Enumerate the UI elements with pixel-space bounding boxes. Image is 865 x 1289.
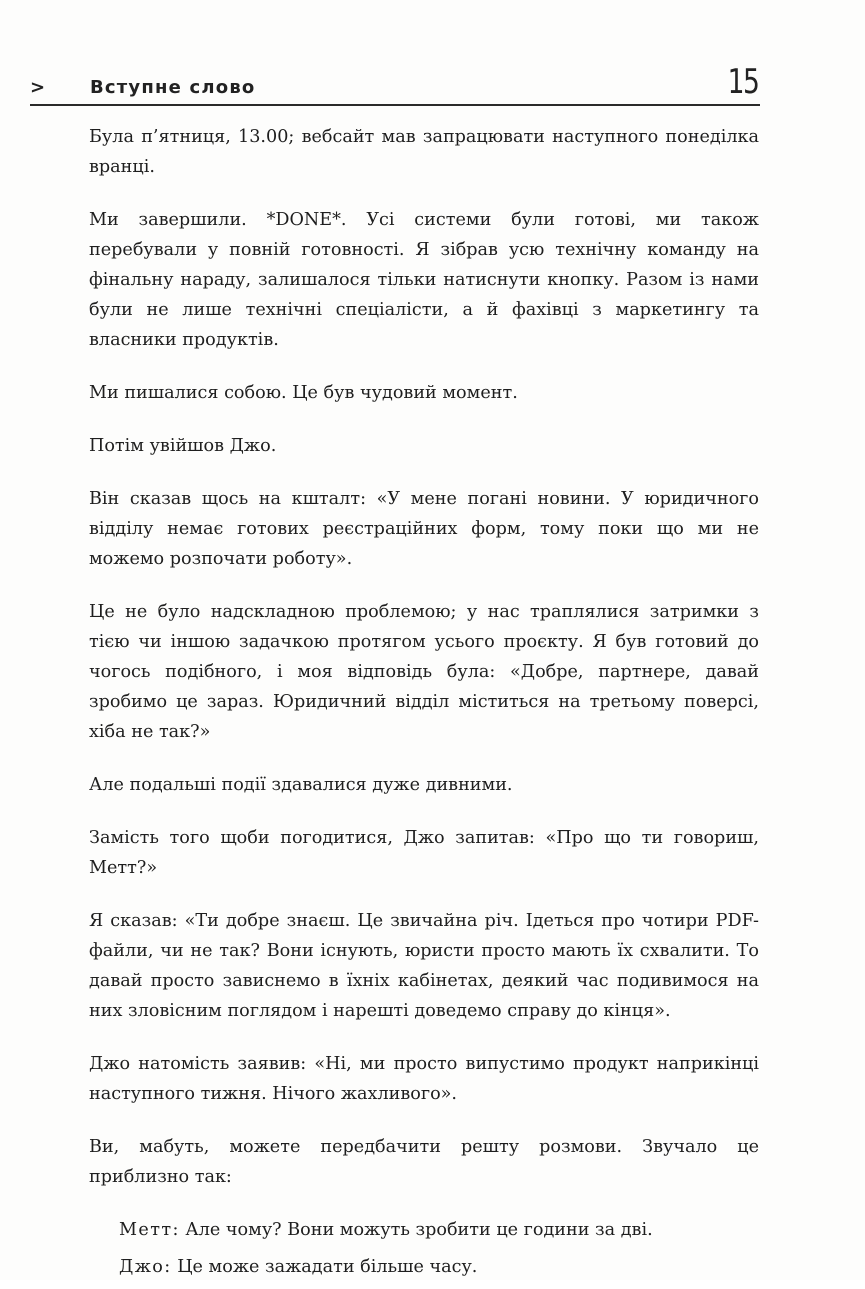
dialogue-line bbox=[119, 1252, 759, 1282]
paragraph: Але подальші події здавалися дуже дивними. bbox=[89, 775, 513, 795]
paragraph: Це не було надскладною проблемою; у нас траплялися затримки з тією чи іншою задачкою протягом усього проєкту. Я був готовий до чогось подібного, і моя відповідь була: «Добре, партнере, давай зробимо це зараз. Юридичний відділ міститься на третьому поверсі, хіба не так?» bbox=[89, 602, 759, 742]
body-text bbox=[89, 122, 759, 1289]
paragraph: Я сказав: «Ти добре знаєш. Це звичайна річ. Ідеться про чотири PDF-файли, чи не так? Вони існують, юристи просто мають їх схвалити. То давай просто зависнемо в їхніх кабінетах, деякий час подивимося на них зловісним поглядом і нарешті доведемо справу до кінця». bbox=[89, 911, 759, 1021]
chevron-right-icon: > bbox=[30, 77, 46, 98]
dialogue-speaker: Джо: bbox=[119, 1257, 172, 1277]
paragraph: Він сказав щось на кшталт: «У мене погані новини. У юридичного відділу немає готових реєстраційних форм, тому поки що ми не можемо розпочати роботу». bbox=[89, 489, 759, 569]
paragraph: Джо натомість заявив: «Ні, ми просто випустимо продукт наприкінці наступного тижня. Нічого жахливого». bbox=[89, 1054, 759, 1104]
running-header bbox=[30, 58, 760, 106]
paragraph: Ми пишалися собою. Це був чудовий момент. bbox=[89, 383, 518, 403]
paragraph: Замість того щоби погодитися, Джо запитав: «Про що ти говориш, Метт?» bbox=[89, 828, 759, 878]
dialogue-text: Але чому? Вони можуть зробити це години за дві. bbox=[179, 1220, 653, 1240]
page-number: 15 bbox=[727, 62, 758, 102]
dialogue-speaker: Метт: bbox=[119, 1220, 180, 1240]
section-title: Вступне слово bbox=[90, 77, 256, 98]
dialogue-block bbox=[89, 1215, 759, 1282]
dialogue-text: Це може зажадати більше часу. bbox=[171, 1257, 478, 1277]
paragraph: Потім увійшов Джо. bbox=[89, 436, 277, 456]
dialogue-line bbox=[119, 1215, 759, 1245]
paragraph: Ви, мабуть, можете передбачити решту розмови. Звучало це приблизно так: bbox=[89, 1137, 759, 1187]
paragraph: Була п’ятниця, 13.00; вебсайт мав запрацювати наступного понеділка вранці. bbox=[89, 127, 759, 177]
paragraph: Ми завершили. *DONE*. Усі системи були готові, ми також перебували у повній готовності. Я зібрав усю технічну команду на фінальну нараду, залишалося тільки натиснути кнопку. Разом із нами були не лише технічні спеціалісти, а й фахівці з маркетингу та власники продуктів. bbox=[89, 210, 759, 350]
